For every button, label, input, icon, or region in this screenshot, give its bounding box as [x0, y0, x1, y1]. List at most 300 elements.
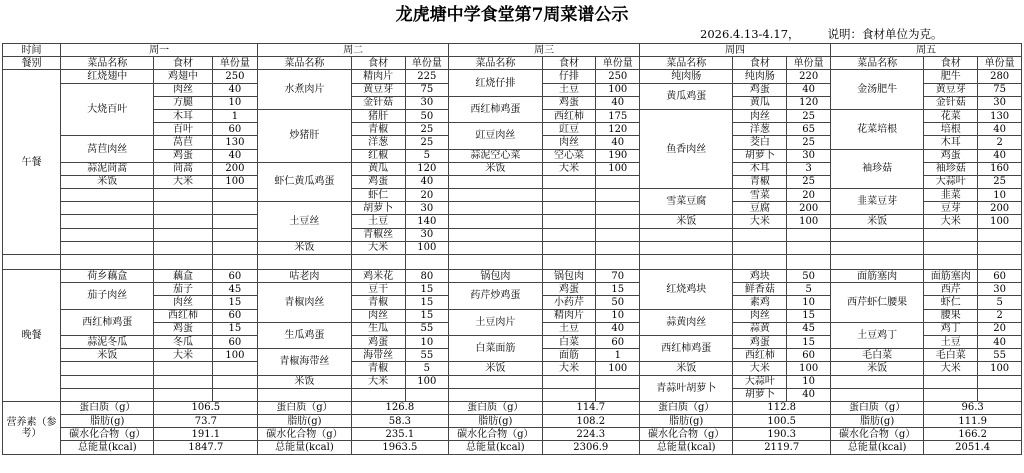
portion-cell: 50: [596, 296, 640, 309]
empty-cell: [542, 241, 596, 254]
dish-name: 毛白菜: [830, 349, 923, 362]
spacer-cell: [733, 255, 787, 270]
dish-name: 西芹虾仁腰果: [830, 283, 923, 323]
empty-cell: [542, 228, 596, 241]
portion-cell: 100: [978, 215, 1022, 228]
empty-cell: [596, 215, 640, 228]
ingredient-cell: 大米: [351, 375, 405, 388]
dish-name: 鱼香肉丝: [640, 109, 733, 188]
empty-cell: [978, 241, 1022, 254]
ingredient-cell: 大米: [733, 362, 787, 375]
portion-cell: 40: [787, 83, 831, 96]
nutrient-value: 126.8: [351, 401, 449, 414]
ingredient-cell: 方腿: [154, 96, 212, 109]
dish-name: 炒猪肝: [258, 109, 351, 162]
ingredient-cell: 洋葱: [733, 123, 787, 136]
empty-cell: [449, 175, 542, 188]
portion-cell: 100: [405, 241, 449, 254]
portion-cell: 1: [212, 109, 258, 122]
nutrient-name: 脂肪(g): [830, 415, 923, 428]
nutrient-value: 190.3: [733, 428, 831, 441]
ingredient-cell: 生瓜: [351, 322, 405, 335]
portion-cell: 100: [787, 215, 831, 228]
portion-cell: 40: [978, 149, 1022, 162]
dish-name: 袖珍菇: [830, 149, 923, 189]
empty-cell: [154, 241, 212, 254]
ingredient-cell: 海带丝: [351, 349, 405, 362]
dish-name: 药芹炒鸡蛋: [449, 283, 542, 309]
ingredient-cell: 花菜: [924, 109, 978, 122]
dish-name: 青椒海带丝: [258, 349, 351, 375]
portion-cell: 55: [405, 349, 449, 362]
empty-cell: [258, 388, 351, 401]
portion-cell: 5: [405, 362, 449, 375]
portion-cell: 40: [212, 83, 258, 96]
ingredient-cell: 大米: [542, 362, 596, 375]
nutrient-name: 脂肪(g): [449, 415, 542, 428]
portion-cell: 40: [596, 322, 640, 335]
empty-cell: [542, 175, 596, 188]
ingredient-cell: 纯肉肠: [733, 70, 787, 83]
dish-name: 米饭: [640, 215, 733, 228]
ingredient-header: 食材: [924, 57, 978, 70]
ingredient-cell: 鸡蛋: [154, 149, 212, 162]
ingredient-cell: 青椒丝: [351, 228, 405, 241]
empty-cell: [449, 388, 542, 401]
empty-cell: [924, 241, 978, 254]
empty-cell: [733, 228, 787, 241]
portion-cell: 250: [212, 70, 258, 83]
portion-cell: 10: [212, 96, 258, 109]
dish-name-header: 菜品名称: [830, 57, 923, 70]
ingredient-cell: 素鸡: [733, 296, 787, 309]
portion-header: 单份量: [212, 57, 258, 70]
nutrient-name: 碳水化合物（g）: [61, 428, 154, 441]
portion-cell: 40: [787, 388, 831, 401]
portion-cell: 5: [978, 296, 1022, 309]
portion-cell: 15: [787, 309, 831, 322]
empty-cell: [978, 388, 1022, 401]
page-title: 龙虎塘中学食堂第7周菜谱公示: [395, 5, 629, 25]
portion-cell: 20: [787, 189, 831, 202]
spacer-cell: [258, 255, 351, 270]
nutrient-name: 总能量(kcal): [830, 441, 923, 454]
empty-cell: [542, 202, 596, 215]
ingredient-cell: 肉丝: [154, 296, 212, 309]
date-range: 2026.4.13-4.17，: [700, 27, 800, 41]
empty-cell: [596, 388, 640, 401]
ingredient-cell: 蒜黄: [733, 322, 787, 335]
empty-cell: [154, 189, 212, 202]
portion-cell: 10: [405, 335, 449, 348]
portion-cell: 30: [978, 283, 1022, 296]
empty-cell: [733, 241, 787, 254]
portion-cell: 5: [787, 283, 831, 296]
time-header: 时间: [3, 44, 61, 57]
empty-cell: [154, 362, 212, 375]
portion-cell: 30: [978, 96, 1022, 109]
portion-cell: 140: [405, 215, 449, 228]
spacer-cell: [830, 255, 923, 270]
dish-name: 米饭: [61, 175, 154, 188]
spacer-cell: [212, 255, 258, 270]
portion-cell: 40: [212, 149, 258, 162]
portion-cell: 40: [405, 175, 449, 188]
portion-cell: 25: [787, 136, 831, 149]
ingredient-cell: 鸡蛋: [154, 322, 212, 335]
nutrient-value: 111.9: [924, 415, 1022, 428]
ingredient-cell: 腰果: [924, 309, 978, 322]
dish-name: 面筋塞肉: [830, 270, 923, 283]
nutrient-value: 106.5: [154, 401, 258, 414]
menu-table: [2, 43, 1022, 455]
portion-cell: 200: [787, 202, 831, 215]
nutrient-name: 蛋白质（g）: [449, 401, 542, 414]
portion-header: 单份量: [978, 57, 1022, 70]
ingredient-cell: 百叶: [154, 123, 212, 136]
empty-cell: [212, 362, 258, 375]
portion-cell: 60: [212, 270, 258, 283]
empty-cell: [596, 202, 640, 215]
ingredient-cell: 黄瓜: [733, 96, 787, 109]
portion-cell: 40: [978, 335, 1022, 348]
portion-cell: 60: [787, 349, 831, 362]
subtitle: [700, 27, 943, 41]
empty-cell: [787, 228, 831, 241]
dish-name: 锅包肉: [449, 270, 542, 283]
nutrient-value: 1963.5: [351, 441, 449, 454]
empty-cell: [449, 215, 542, 228]
empty-cell: [212, 189, 258, 202]
empty-cell: [61, 375, 154, 388]
ingredient-cell: 鸡蛋: [733, 335, 787, 348]
portion-cell: 120: [787, 96, 831, 109]
ingredient-cell: 鸡蛋: [351, 175, 405, 188]
portion-header: 单份量: [787, 57, 831, 70]
nutrient-value: 58.3: [351, 415, 449, 428]
ingredient-cell: 鲜香菇: [733, 283, 787, 296]
nutrient-value: 1847.7: [154, 441, 258, 454]
dish-name: 莴苣肉丝: [61, 136, 154, 162]
dish-name: 土豆鸡丁: [830, 322, 923, 348]
ingredient-cell: 大米: [924, 362, 978, 375]
portion-cell: 225: [405, 70, 449, 83]
empty-cell: [542, 215, 596, 228]
portion-cell: 45: [787, 322, 831, 335]
day-header: 周四: [640, 44, 831, 57]
nutrient-value: 166.2: [924, 428, 1022, 441]
empty-cell: [212, 241, 258, 254]
spacer-cell: [787, 255, 831, 270]
nutrient-value: 100.5: [733, 415, 831, 428]
portion-cell: 175: [596, 109, 640, 122]
portion-cell: 60: [596, 335, 640, 348]
dish-name: 蒜泥茼蒿: [61, 162, 154, 175]
dish-name: 黄瓜鸡蛋: [640, 83, 733, 109]
ingredient-cell: 鸡翅中: [154, 70, 212, 83]
dish-name: 红烧仔排: [449, 70, 542, 96]
ingredient-cell: 青椒: [351, 296, 405, 309]
nutrient-name: 碳水化合物（g）: [258, 428, 351, 441]
ingredient-cell: 大蒜叶: [924, 175, 978, 188]
portion-cell: 10: [787, 296, 831, 309]
ingredient-cell: 豆干: [351, 283, 405, 296]
portion-cell: 25: [787, 175, 831, 188]
ingredient-cell: 韭菜: [924, 189, 978, 202]
nutrient-value: 114.7: [542, 401, 640, 414]
ingredient-cell: 白菜: [542, 335, 596, 348]
empty-cell: [596, 375, 640, 388]
dish-name: 蒜泥空心菜: [449, 149, 542, 162]
portion-cell: 45: [212, 283, 258, 296]
dish-name: 米饭: [449, 162, 542, 175]
portion-cell: 10: [787, 375, 831, 388]
nutrient-value: 224.3: [542, 428, 640, 441]
nutrient-value: 112.8: [733, 401, 831, 414]
spacer-cell: [924, 255, 978, 270]
empty-cell: [924, 228, 978, 241]
dish-name: 纯肉肠: [640, 70, 733, 83]
portion-cell: 3: [787, 162, 831, 175]
empty-cell: [924, 388, 978, 401]
empty-cell: [640, 228, 733, 241]
ingredient-cell: 金针菇: [351, 96, 405, 109]
empty-cell: [154, 215, 212, 228]
dish-name: 荷乡藕盒: [61, 270, 154, 283]
dish-name: 米饭: [61, 349, 154, 362]
empty-cell: [542, 189, 596, 202]
ingredient-cell: 鸡蛋: [351, 335, 405, 348]
day-header: 周一: [61, 44, 258, 57]
nutrient-name: 脂肪(g): [61, 415, 154, 428]
ingredient-cell: 虾仁: [924, 296, 978, 309]
empty-cell: [542, 388, 596, 401]
portion-cell: 100: [787, 362, 831, 375]
ingredient-cell: 茭白: [733, 136, 787, 149]
nutrient-name: 总能量(kcal): [449, 441, 542, 454]
portion-cell: 100: [212, 349, 258, 362]
portion-cell: 100: [596, 83, 640, 96]
portion-cell: 60: [212, 123, 258, 136]
dish-name: 咕老肉: [258, 270, 351, 283]
dish-name: 茄子肉丝: [61, 283, 154, 309]
portion-cell: 15: [212, 296, 258, 309]
portion-cell: 20: [405, 189, 449, 202]
dish-name: 米饭: [830, 215, 923, 228]
ingredient-cell: 鸡米花: [351, 270, 405, 283]
dish-name: 米饭: [830, 362, 923, 375]
ingredient-cell: 猪肝: [351, 109, 405, 122]
empty-cell: [978, 228, 1022, 241]
portion-cell: 15: [787, 335, 831, 348]
nutrient-value: 2051.4: [924, 441, 1022, 454]
empty-cell: [924, 375, 978, 388]
ingredient-cell: 豇豆: [542, 123, 596, 136]
portion-cell: 200: [212, 162, 258, 175]
portion-cell: 130: [212, 136, 258, 149]
portion-cell: 25: [787, 109, 831, 122]
ingredient-cell: 土豆: [542, 83, 596, 96]
portion-cell: 40: [596, 96, 640, 109]
ingredient-cell: 精肉片: [542, 309, 596, 322]
ingredient-cell: 鸡蛋: [542, 283, 596, 296]
portion-cell: 10: [596, 309, 640, 322]
ingredient-header: 食材: [154, 57, 212, 70]
portion-cell: 30: [787, 149, 831, 162]
spacer-cell: [154, 255, 212, 270]
portion-cell: 15: [405, 283, 449, 296]
ingredient-cell: 红椒: [351, 149, 405, 162]
nutrient-value: 108.2: [542, 415, 640, 428]
portion-cell: 30: [405, 202, 449, 215]
portion-cell: 100: [212, 175, 258, 188]
spacer-cell: [3, 255, 61, 270]
portion-cell: 100: [405, 375, 449, 388]
dish-name: 青椒肉丝: [258, 283, 351, 323]
nutrient-name: 蛋白质（g）: [61, 401, 154, 414]
nutrient-name: 蛋白质（g）: [258, 401, 351, 414]
ingredient-cell: 木耳: [733, 162, 787, 175]
empty-cell: [449, 375, 542, 388]
ingredient-cell: 黄豆芽: [351, 83, 405, 96]
portion-cell: 5: [405, 149, 449, 162]
nutrient-value: 2119.7: [733, 441, 831, 454]
dish-name: 西红柿鸡蛋: [640, 335, 733, 361]
portion-cell: 100: [978, 362, 1022, 375]
portion-cell: 70: [596, 270, 640, 283]
portion-cell: 80: [405, 270, 449, 283]
ingredient-cell: 豆芽: [924, 202, 978, 215]
dish-name: 金汤肥牛: [830, 70, 923, 110]
dish-name: 米饭: [449, 362, 542, 375]
empty-cell: [154, 202, 212, 215]
dish-name-header: 菜品名称: [449, 57, 542, 70]
nutrient-name: 总能量(kcal): [640, 441, 733, 454]
dish-name: 大烧百叶: [61, 83, 154, 136]
portion-cell: 190: [596, 149, 640, 162]
portion-cell: 250: [596, 70, 640, 83]
ingredient-cell: 土豆: [924, 335, 978, 348]
dish-name-header: 菜品名称: [258, 57, 351, 70]
ingredient-cell: 虾仁: [351, 189, 405, 202]
spacer-cell: [640, 255, 733, 270]
spacer-cell: [405, 255, 449, 270]
meal-type-header: 餐别: [3, 57, 61, 70]
empty-cell: [154, 388, 212, 401]
empty-cell: [212, 202, 258, 215]
ingredient-cell: 袖珍菇: [924, 162, 978, 175]
portion-cell: 25: [405, 123, 449, 136]
ingredient-cell: 肉丝: [154, 83, 212, 96]
portion-cell: 25: [978, 175, 1022, 188]
empty-cell: [787, 241, 831, 254]
dish-name: 米饭: [258, 241, 351, 254]
dish-name: 白菜面筋: [449, 335, 542, 361]
ingredient-cell: 大米: [351, 241, 405, 254]
portion-cell: 15: [212, 322, 258, 335]
ingredient-cell: 胡萝卜: [733, 149, 787, 162]
day-header: 周五: [830, 44, 1021, 57]
nutrient-name: 蛋白质（g）: [830, 401, 923, 414]
ingredient-cell: 大米: [733, 215, 787, 228]
day-header: 周三: [449, 44, 640, 57]
ingredient-cell: 小药芹: [542, 296, 596, 309]
portion-cell: 60: [978, 270, 1022, 283]
empty-cell: [61, 388, 154, 401]
ingredient-cell: 肉丝: [542, 136, 596, 149]
empty-cell: [351, 388, 405, 401]
nutrient-value: 73.7: [154, 415, 258, 428]
nutrient-value: 2306.9: [542, 441, 640, 454]
ingredient-cell: 大蒜叶: [733, 375, 787, 388]
ingredient-cell: 金针菇: [924, 96, 978, 109]
empty-cell: [596, 228, 640, 241]
empty-cell: [154, 228, 212, 241]
empty-cell: [542, 375, 596, 388]
unit-note: 说明：食材单位为克。: [827, 27, 943, 41]
empty-cell: [212, 215, 258, 228]
ingredient-cell: 肉丝: [351, 309, 405, 322]
portion-cell: 30: [405, 96, 449, 109]
ingredient-cell: 洋葱: [351, 136, 405, 149]
nutrient-value: 235.1: [351, 428, 449, 441]
portion-cell: 220: [787, 70, 831, 83]
ingredient-cell: 面筋: [542, 349, 596, 362]
nutrient-name: 碳水化合物（g）: [449, 428, 542, 441]
day-header: 周二: [258, 44, 449, 57]
nutrient-name: 总能量(kcal): [258, 441, 351, 454]
portion-cell: 75: [405, 83, 449, 96]
portion-cell: 100: [596, 362, 640, 375]
ingredient-cell: 毛白菜: [924, 349, 978, 362]
ingredient-cell: 鸡丁: [924, 322, 978, 335]
dish-name: 西红柿鸡蛋: [61, 309, 154, 335]
portion-cell: 10: [978, 189, 1022, 202]
empty-cell: [61, 215, 154, 228]
dish-name: 土豆肉片: [449, 309, 542, 335]
nutrient-name: 蛋白质（g）: [640, 401, 733, 414]
ingredient-cell: 胡萝卜: [351, 202, 405, 215]
nutrient-name: 脂肪(g): [640, 415, 733, 428]
portion-cell: 65: [787, 123, 831, 136]
dish-name: 水煮肉片: [258, 70, 351, 110]
dish-name: 蒜黄肉丝: [640, 309, 733, 335]
empty-cell: [830, 388, 923, 401]
ingredient-cell: 冬瓜: [154, 335, 212, 348]
empty-cell: [154, 375, 212, 388]
empty-cell: [61, 202, 154, 215]
ingredient-cell: 西红柿: [154, 309, 212, 322]
portion-cell: 40: [978, 123, 1022, 136]
ingredient-cell: 莴苣: [154, 136, 212, 149]
nutrient-value: 96.3: [924, 401, 1022, 414]
ingredient-cell: 精肉片: [351, 70, 405, 83]
dish-name: 西红柿鸡蛋: [449, 96, 542, 122]
empty-cell: [596, 189, 640, 202]
ingredient-cell: 青椒: [351, 123, 405, 136]
ingredient-cell: 藕盒: [154, 270, 212, 283]
dish-name: 韭菜豆芽: [830, 189, 923, 215]
portion-cell: 2: [978, 136, 1022, 149]
ingredient-cell: 土豆: [542, 322, 596, 335]
portion-cell: 160: [978, 162, 1022, 175]
spacer-cell: [978, 255, 1022, 270]
portion-cell: 55: [405, 322, 449, 335]
empty-cell: [61, 189, 154, 202]
ingredient-cell: 肉丝: [733, 309, 787, 322]
portion-cell: 1: [596, 349, 640, 362]
ingredient-cell: 鸡蛋: [924, 149, 978, 162]
